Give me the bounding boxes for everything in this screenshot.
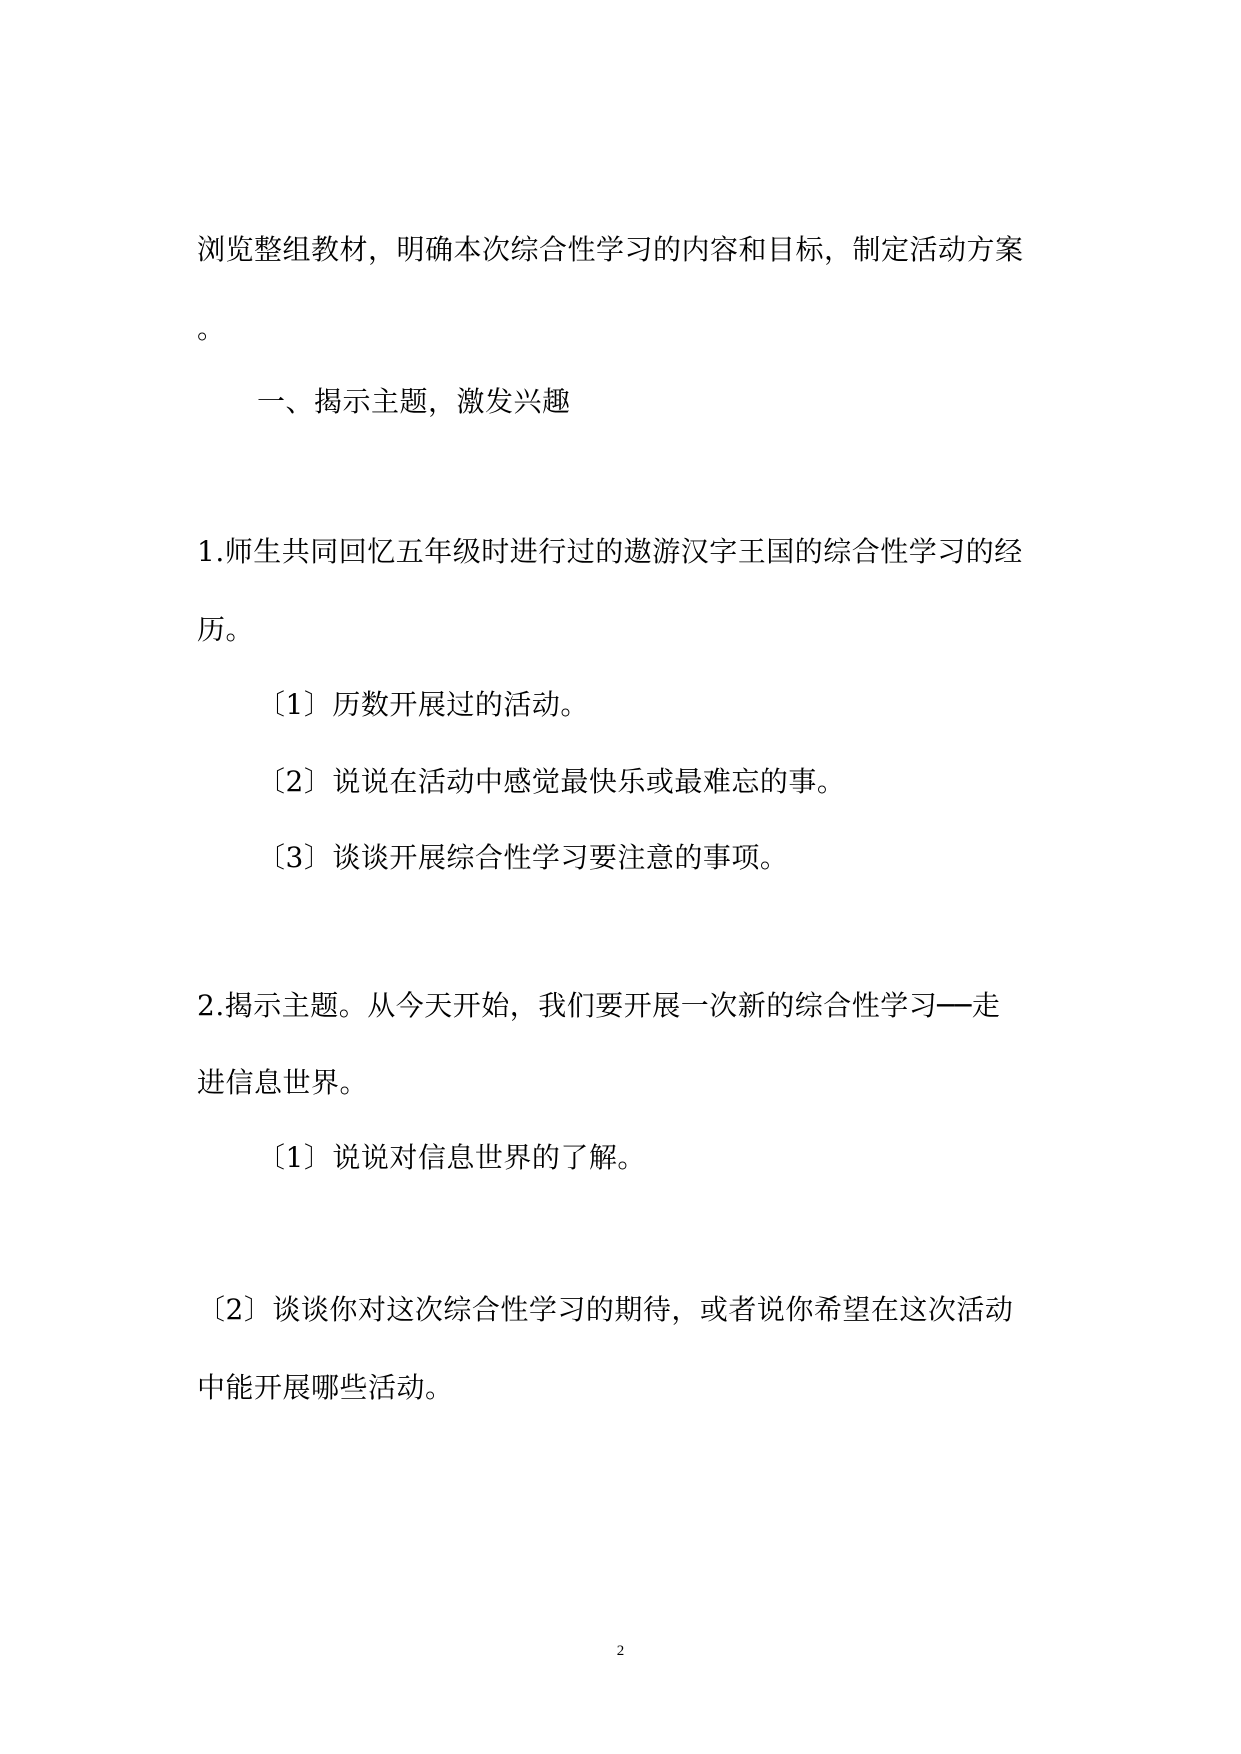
page-number: 2 — [616, 1643, 625, 1659]
list-item: 〔3〕谈谈开展综合性学习要注意的事项。 — [257, 841, 789, 874]
list-item: 〔1〕历数开展过的活动。 — [257, 688, 589, 721]
paragraph-line: 浏览整组教材，明确本次综合性学习的内容和目标，制定活动方案 — [197, 233, 1024, 266]
paragraph-line: 〔2〕谈谈你对这次综合性学习的期待，或者说你希望在这次活动 — [197, 1293, 1014, 1326]
paragraph-line: 进信息世界。 — [197, 1066, 369, 1099]
section-heading: 一、揭示主题，激发兴趣 — [257, 385, 571, 418]
list-item: 〔2〕说说在活动中感觉最快乐或最难忘的事。 — [257, 765, 846, 798]
list-item: 〔1〕说说对信息世界的了解。 — [257, 1141, 646, 1174]
paragraph-line: 2.揭示主题。从今天开始，我们要开展一次新的综合性学习──走 — [197, 989, 1001, 1022]
paragraph-line: 历。 — [197, 613, 255, 646]
paragraph-line: 1.师生共同回忆五年级时进行过的遨游汉字王国的综合性学习的经 — [197, 535, 1023, 568]
paragraph-line: 。 — [197, 312, 226, 345]
paragraph-line: 中能开展哪些活动。 — [197, 1371, 454, 1404]
